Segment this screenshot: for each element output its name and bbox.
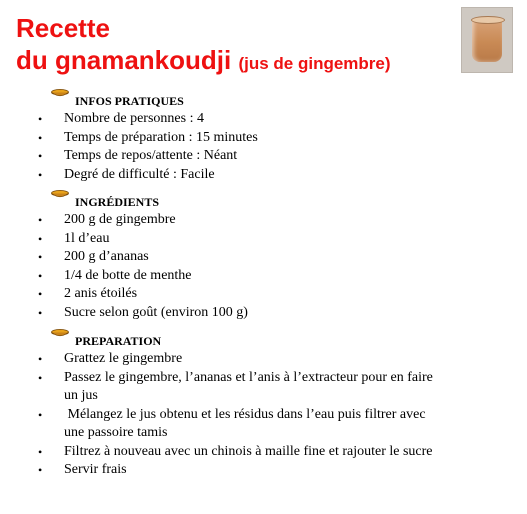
glass-rim [471,16,505,24]
bullet-icon: • [38,250,43,264]
bowl-icon [51,89,69,98]
ingredient-list [0,211,527,322]
section-ingredients [0,193,527,322]
section-preparation [0,332,527,480]
list-item: • Degré de difficulté : Facile [0,166,527,185]
list-item: • Servir frais [0,461,527,480]
list-item: • 2 anis étoilés [0,285,527,304]
bullet-icon: • [38,444,43,459]
list-item: • Grattez le gingembre [0,350,527,369]
section-infos-pratiques [0,92,527,184]
list-item: • 1/4 de botte de menthe [0,267,527,286]
list-item: • Filtrez à nouveau avec un chinois à maille fine et rajouter le sucre [0,443,527,462]
bullet-icon: • [38,463,43,477]
bowl-icon [51,190,69,199]
list-item: • Mélangez le jus obtenu et les résidus dans l’eau puis filtrer avec une passoire tamis [38,406,430,440]
section-heading-label: INGRÉDIENTS [75,195,160,209]
bullet-icon: • [38,213,43,227]
section-heading-label: INFOS PRATIQUES [75,94,184,108]
list-item: • 200 g de gingembre [0,211,527,230]
recipe-title [16,12,391,80]
section-heading [0,92,527,110]
section-heading-label: PREPARATION [75,334,162,348]
title-line-1: Recette [16,13,110,43]
title-subtitle: (jus de gingembre) [238,54,391,73]
bullet-icon: • [38,149,43,163]
bullet-icon: • [38,352,43,366]
bullet-icon: • [38,287,43,301]
glass-shape [472,18,502,62]
bullet-icon: • [38,231,43,246]
section-heading [0,332,527,350]
bullet-icon: • [38,370,43,385]
bullet-icon: • [38,407,43,422]
list-item: • Temps de repos/attente : Néant [0,147,527,166]
bowl-icon [51,329,69,338]
list-item: • Nombre de personnes : 4 [0,110,527,129]
section-heading [0,193,527,211]
list-item: • Sucre selon goût (environ 100 g) [0,304,527,323]
bullet-icon: • [38,130,43,145]
title-line-2: du gnamankoudji [16,45,232,75]
juice-glass-photo [461,7,513,73]
bullet-icon: • [38,112,43,126]
bullet-icon: • [38,167,43,182]
list-item: • 200 g d’ananas [0,248,527,267]
list-item: • Temps de préparation : 15 minutes [0,129,527,148]
info-list [0,110,527,184]
list-item: • Passez le gingembre, l’ananas et l’anis à l’extracteur pour en faire un jus [38,369,433,403]
preparation-steps [0,350,527,480]
list-item: • 1l d’eau [0,230,527,249]
bullet-icon: • [38,268,43,283]
bullet-icon: • [38,305,43,320]
